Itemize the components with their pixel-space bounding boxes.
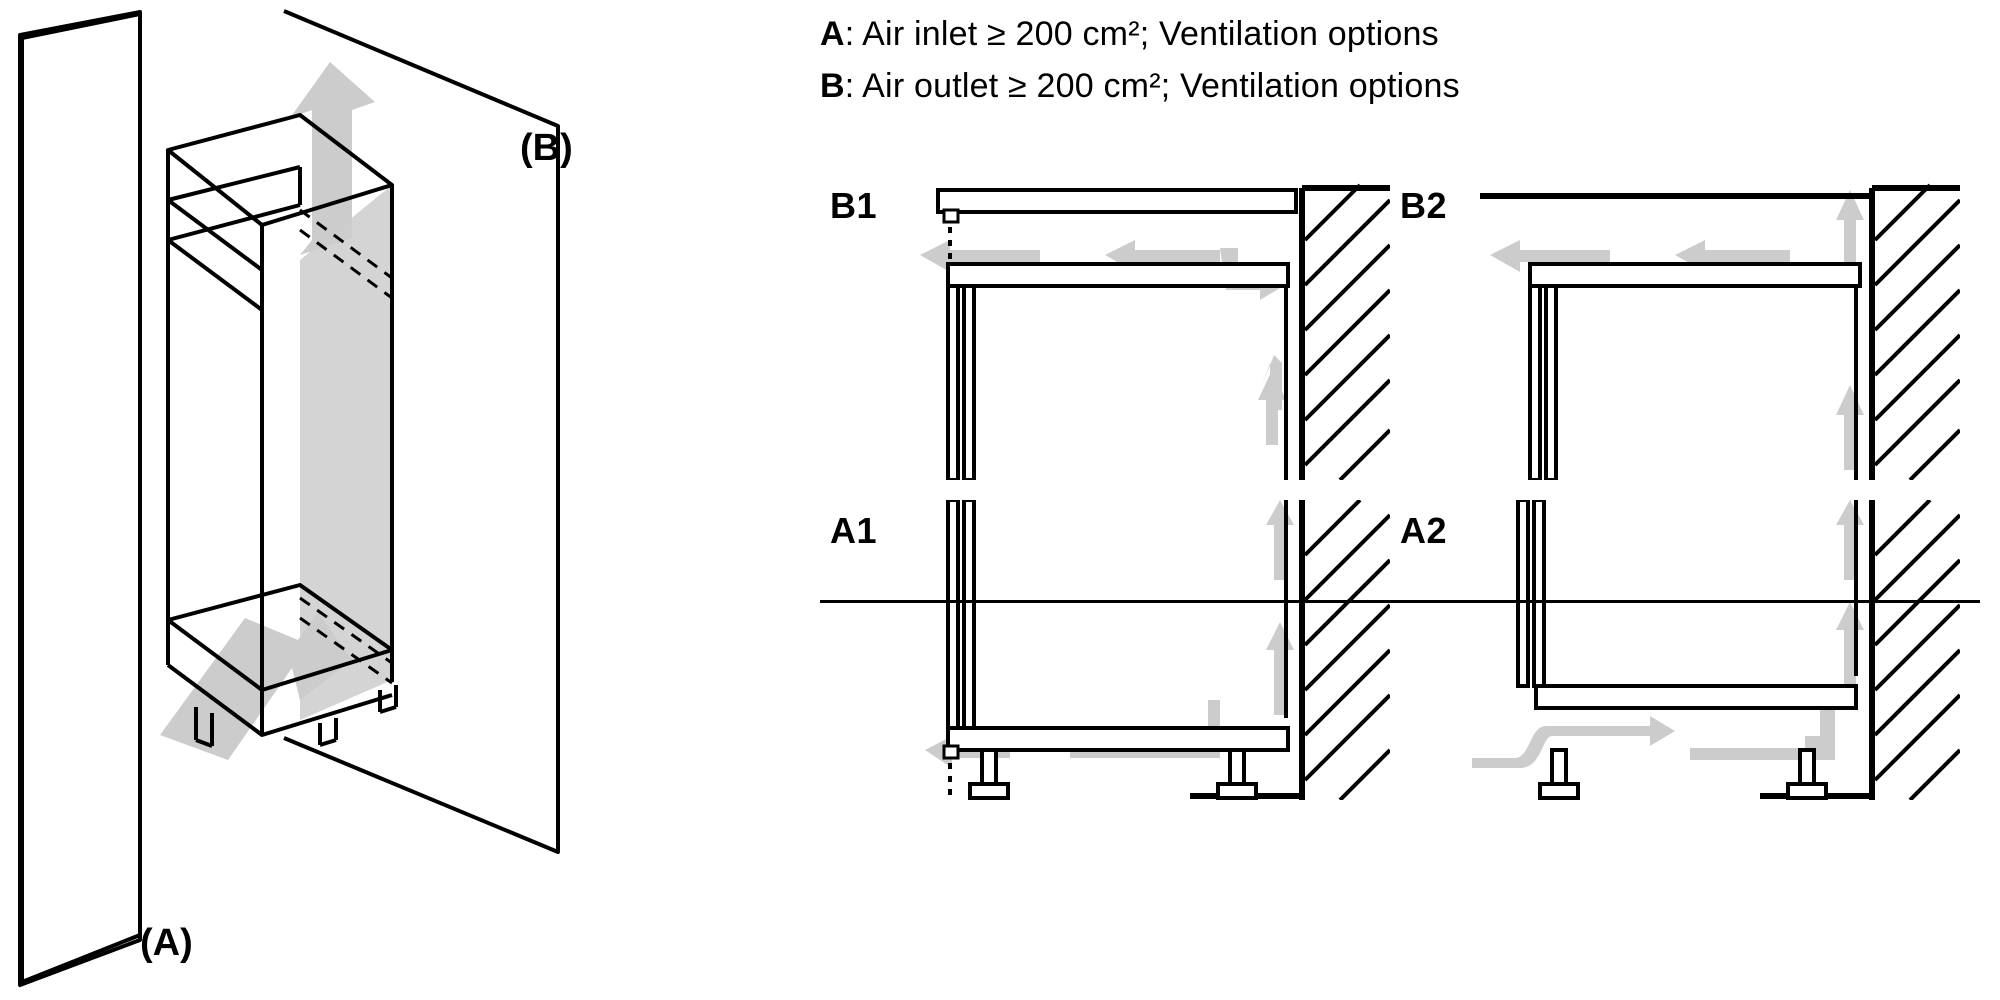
legend-line-a: [820, 8, 1970, 60]
iso-label-a: (A): [140, 922, 193, 964]
appliance-outline-a2: [1518, 500, 1856, 798]
air-gap-marker-a1: [944, 746, 958, 758]
legend: [820, 8, 1970, 112]
appliance-outline-b1: [948, 264, 1290, 480]
iso-label-b: (B): [520, 127, 573, 169]
wall-hatching-b1: [1302, 185, 1390, 480]
panel-label-b1: B1: [830, 185, 878, 226]
isometric-cabinet-illustration: [0, 0, 800, 1000]
panel-b2-svg: [1460, 180, 1960, 480]
panel-a2-svg: [1460, 500, 1960, 800]
legend-tag-a: A: [820, 15, 845, 53]
wall-hatching-b2: [1872, 185, 1960, 480]
legend-line-b: [820, 60, 1970, 112]
legend-tag-b: B: [820, 67, 845, 105]
panel-b1-svg: [890, 180, 1390, 480]
cabinet-top-b1: [938, 190, 1296, 212]
panel-divider: [820, 600, 1980, 603]
wall-left: [22, 14, 140, 982]
panel-a1-svg: [890, 500, 1390, 800]
detail-panels: [800, 180, 2000, 1000]
panel-label-a2: A2: [1400, 510, 1448, 551]
legend-text-b: : Air outlet ≥ 200 cm²; Ventilation options: [844, 67, 1460, 105]
panel-label-b2: B2: [1400, 185, 1448, 226]
isometric-svg: [0, 0, 800, 1000]
panel-label-a1: A1: [830, 510, 878, 551]
appliance-outline-b2: [1530, 264, 1860, 480]
airflow-arrows-a2: [1472, 500, 1864, 768]
legend-text-a: : Air inlet ≥ 200 cm²; Ventilation options: [844, 15, 1439, 53]
air-gap-marker-b1: [944, 210, 958, 222]
